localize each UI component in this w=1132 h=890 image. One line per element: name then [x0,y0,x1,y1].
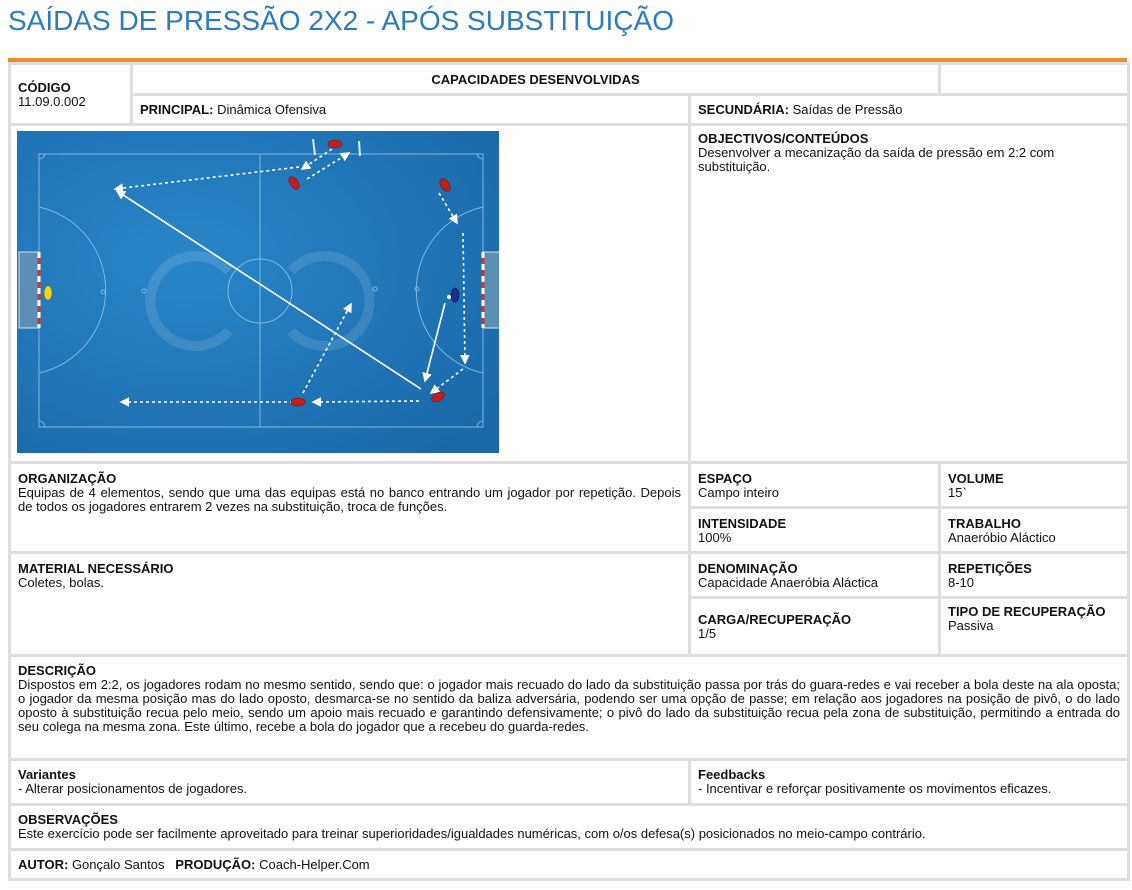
repeticoes-value: 8-10 [948,575,975,590]
organizacao-label: ORGANIZAÇÃO [18,471,117,486]
producao-value: Coach-Helper.Com [259,857,370,872]
denominacao-label: DENOMINAÇÃO [698,561,798,576]
secundaria-cell [690,95,1129,125]
volume-value: 15` [948,485,967,500]
trabalho-cell [940,508,1129,553]
descricao-value: Dispostos em 2:2, os jogadores rodam no mesmo sentido, sendo que: o jogador mais recuado do lado da substituição passa por trás do guara-redes e vai receber a bola deste na ala oposta; o jogador da mesma posição mas do lado oposto, desmarca-se no sentido da baliza adversária, podendo ser uma opção de passe; em relação aos jogadores na posição de pivô, o do lado oposto à substituição recua pelo meio, sendo um apoio mais recuado e garantindo defensivamente; o pivô do lado da substituição recua pela zona de substituição, permitindo a entrada do seu colega na mesma zona. Este último, recebe a bola do jogador que a recebeu do guarda-redes. [18,677,1120,734]
trabalho-value: Anaeróbio Aláctico [948,530,1056,545]
credits-cell [10,850,1129,880]
objectivos-label: OBJECTIVOS/CONTEÚDOS [698,131,869,146]
denominacao-cell [690,553,940,598]
objectivos-value: Desenvolver a mecanização da saída de pressão em 2:2 com substituição. [698,145,1055,174]
futsal-court-diagram [17,131,682,453]
feedbacks-cell [690,760,1129,805]
diagram-cell [10,125,690,463]
empty-header-cell [940,64,1129,95]
observacoes-label: OBSERVAÇÕES [18,812,118,827]
observacoes-cell [10,805,1129,850]
objectivos-cell [690,125,1129,463]
material-cell [10,553,690,656]
espaco-value: Campo inteiro [698,485,779,500]
principal-cell [132,95,690,125]
intensidade-label: INTENSIDADE [698,516,787,531]
espaco-label: ESPAÇO [698,471,752,486]
feedbacks-label: Feedbacks [698,767,766,782]
codigo-label: CÓDIGO [18,80,71,95]
tipo-recuperacao-value: Passiva [948,618,994,633]
carga-label: CARGA/RECUPERAÇÃO [698,612,852,627]
trabalho-label: TRABALHO [948,516,1021,531]
secundaria-label: SECUNDÁRIA: [698,102,789,117]
exercise-sheet [8,58,1127,881]
producao-label: PRODUÇÃO: [175,857,256,872]
carga-cell [690,598,940,656]
descricao-label: DESCRIÇÃO [18,663,97,678]
codigo-cell [10,64,132,125]
principal-label: PRINCIPAL: [140,102,214,117]
repeticoes-cell [940,553,1129,598]
material-value: Coletes, bolas. [18,575,104,590]
secundaria-value: Saídas de Pressão [792,102,903,117]
autor-value: Gonçalo Santos [71,857,165,872]
variantes-value: - Alterar posicionamentos de jogadores. [18,781,248,796]
carga-value: 1/5 [698,626,717,641]
intensidade-value: 100% [698,530,732,545]
volume-cell [940,463,1129,508]
tipo-recuperacao-cell [940,598,1129,656]
organizacao-cell [10,463,690,553]
capacidades-header: CAPACIDADES DESENVOLVIDAS [132,64,940,95]
tipo-recuperacao-label: TIPO DE RECUPERAÇÃO [948,604,1106,619]
principal-value: Dinâmica Ofensiva [217,102,327,117]
page-title: SAÍDAS DE PRESSÃO 2X2 - APÓS SUBSTITUIÇÃO [8,5,674,36]
espaco-cell [690,463,940,508]
codigo-value: 11.09.0.002 [18,94,86,109]
autor-label: AUTOR: [18,857,69,872]
material-label: MATERIAL NECESSÁRIO [18,561,174,576]
variantes-cell [10,760,690,805]
descricao-cell [10,656,1129,760]
volume-label: VOLUME [948,471,1004,486]
observacoes-value: Este exercício pode ser facilmente aproveitado para treinar superioridades/igualdades numéricas, com o/os defesa(s) posicionados no meio-campo contrário. [18,826,926,841]
denominacao-value: Capacidade Anaeróbia Aláctica [698,575,878,590]
variantes-label: Variantes [18,767,76,782]
repeticoes-label: REPETIÇÕES [948,561,1032,576]
intensidade-cell [690,508,940,553]
feedbacks-value: - Incentivar e reforçar positivamente os movimentos eficazes. [698,781,1052,796]
organizacao-value: Equipas de 4 elementos, sendo que uma das equipas está no banco entrando um jogador por repetição. Depois de todos os jogadores entrarem 2 vezes na substituição, troca de funções. [18,485,681,514]
